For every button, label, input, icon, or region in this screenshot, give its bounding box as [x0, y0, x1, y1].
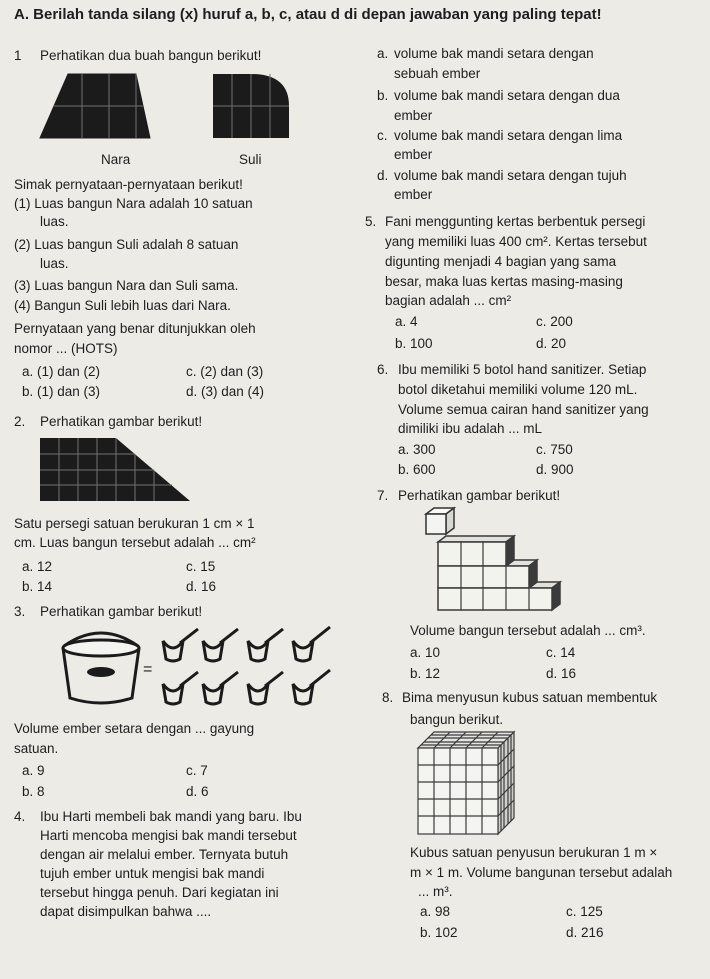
q8-line-2: bangun berikut. [410, 712, 504, 727]
q7-prompt: Perhatikan gambar berikut! [398, 488, 561, 503]
q1-statement-2-cont: luas. [40, 256, 69, 271]
q4-option-a[interactable]: volume bak mandi setara dengan [394, 46, 594, 61]
q1-option-c[interactable]: c. (2) dan (3) [186, 364, 264, 379]
q3-text-1: Volume ember setara dengan ... gayung [14, 721, 255, 736]
q1-label-nara: Nara [101, 152, 131, 167]
q2-text-1: Satu persegi satuan berukuran 1 cm × 1 [14, 516, 255, 531]
q1-option-a[interactable]: a. (1) dan (2) [22, 364, 101, 379]
q1-option-d[interactable]: d. (3) dan (4) [186, 384, 265, 399]
q3-prompt: Perhatikan gambar berikut! [40, 604, 203, 619]
q4-option-b-letter[interactable]: b. [377, 88, 389, 103]
q4-option-c-letter[interactable]: c. [377, 128, 388, 143]
q1-label-suli: Suli [239, 152, 262, 167]
q8-option-b[interactable]: b. 102 [420, 925, 458, 940]
q2-option-d[interactable]: d. 16 [186, 579, 217, 594]
q1-statement-intro: Simak pernyataan-pernyataan berikut! [14, 177, 243, 192]
q7-option-c[interactable]: c. 14 [546, 645, 576, 660]
q8-line-3: Kubus satuan penyusun berukuran 1 m × [410, 845, 658, 860]
q7-option-a[interactable]: a. 10 [410, 645, 441, 660]
q3-text-2: satuan. [14, 741, 59, 756]
q2-prompt: Perhatikan gambar berikut! [40, 414, 203, 429]
q8-number: 8. [382, 690, 394, 705]
q4-option-b-cont: ember [394, 108, 433, 123]
cube-lattice-figure [418, 732, 514, 834]
q7-option-d[interactable]: d. 16 [546, 666, 577, 681]
q6-line-1: Ibu memiliki 5 botol hand sanitizer. Setiap [398, 362, 647, 377]
q5-option-d[interactable]: d. 20 [536, 336, 567, 351]
q5-line-4: besar, maka luas kertas masing-masing [385, 274, 623, 289]
q1-statement-2: (2) Luas bangun Suli adalah 8 satuan [14, 237, 239, 252]
q6-option-c[interactable]: c. 750 [536, 442, 573, 457]
q5-option-a[interactable]: a. 4 [395, 314, 418, 329]
q1-prompt: Perhatikan dua buah bangun berikut! [40, 48, 262, 63]
q3-equals: = [143, 661, 153, 678]
q4-line-5: tersebut hingga penuh. Dari kegiatan ini [40, 885, 279, 900]
q3-number: 3. [14, 604, 26, 619]
q4-option-a-letter[interactable]: a. [377, 46, 389, 61]
q8-line-5: ... m³. [418, 884, 453, 899]
q5-line-1: Fani menggunting kertas berbentuk persegi [385, 214, 646, 229]
unit-cube-icon [420, 508, 460, 538]
q4-line-4: tujuh ember untuk mengisi bak mandi [40, 866, 265, 881]
q6-line-3: Volume semua cairan hand sanitizer yang [398, 402, 649, 417]
q8-option-d[interactable]: d. 216 [566, 925, 604, 940]
bucket-icon [58, 628, 144, 706]
q3-option-d[interactable]: d. 6 [186, 784, 209, 799]
q4-number: 4. [14, 809, 26, 824]
q4-line-3: dengan air melalui ember. Ternyata butuh [40, 847, 289, 862]
q1-number: 1 [14, 48, 22, 63]
q5-option-c[interactable]: c. 200 [536, 314, 573, 329]
q3-option-b[interactable]: b. 8 [22, 784, 45, 799]
q2-number: 2. [14, 414, 26, 429]
q5-line-5: bagian adalah ... cm² [385, 293, 512, 308]
q4-option-d-cont: ember [394, 187, 433, 202]
suli-shape [213, 74, 289, 138]
q6-option-d[interactable]: d. 900 [536, 462, 574, 477]
q2-option-c[interactable]: c. 15 [186, 559, 216, 574]
q7-option-b[interactable]: b. 12 [410, 666, 441, 681]
q1-statement-4: (4) Bangun Suli lebih luas dari Nara. [14, 298, 231, 313]
q7-number: 7. [377, 488, 389, 503]
q8-option-c[interactable]: c. 125 [566, 904, 603, 919]
q1-question: Pernyataan yang benar ditunjukkan oleh [14, 321, 256, 336]
q6-option-b[interactable]: b. 600 [398, 462, 436, 477]
q4-option-b[interactable]: volume bak mandi setara dengan dua [394, 88, 620, 103]
q1-statement-1-cont: luas. [40, 214, 69, 229]
q4-line-1: Ibu Harti membeli bak mandi yang baru. Ibu [40, 809, 302, 824]
q4-line-2: Harti mencoba mengisi bak mandi tersebut [40, 828, 297, 843]
q6-number: 6. [377, 362, 389, 377]
q1-statement-1: (1) Luas bangun Nara adalah 10 satuan [14, 196, 253, 211]
q7-question: Volume bangun tersebut adalah ... cm³. [410, 623, 646, 638]
q2-text-2: cm. Luas bangun tersebut adalah ... cm² [14, 535, 256, 550]
instruction: A. Berilah tanda silang (x) huruf a, b, c, atau d di depan jawaban yang paling tepat! [14, 6, 602, 23]
q4-line-6: dapat disimpulkan bahwa .... [40, 904, 212, 919]
q6-line-2: botol diketahui memiliki volume 120 mL. [398, 382, 638, 397]
q4-option-c-cont: ember [394, 147, 433, 162]
ladle-row-bottom [158, 668, 338, 708]
q2-option-a[interactable]: a. 12 [22, 559, 53, 574]
q4-option-d-letter[interactable]: d. [377, 168, 389, 183]
q5-line-2: yang memiliki luas 400 cm². Kertas tersebut [385, 234, 647, 249]
q4-option-c[interactable]: volume bak mandi setara dengan lima [394, 128, 623, 143]
q4-option-a-cont: sebuah ember [394, 66, 481, 81]
q2-triangle-grid [40, 438, 190, 501]
q6-option-a[interactable]: a. 300 [398, 442, 436, 457]
q2-option-b[interactable]: b. 14 [22, 579, 53, 594]
q4-option-d[interactable]: volume bak mandi setara dengan tujuh [394, 168, 627, 183]
q1-question-cont: nomor ... (HOTS) [14, 341, 118, 356]
q6-line-4: dimiliki ibu adalah ... mL [398, 421, 543, 436]
q1-option-b[interactable]: b. (1) dan (3) [22, 384, 101, 399]
q8-line-1: Bima menyusun kubus satuan membentuk [402, 690, 658, 705]
q5-line-3: digunting menjadi 4 bagian yang sama [385, 254, 617, 269]
q3-option-c[interactable]: c. 7 [186, 763, 208, 778]
q1-statement-3: (3) Luas bangun Nara dan Suli sama. [14, 278, 239, 293]
q3-option-a[interactable]: a. 9 [22, 763, 45, 778]
q5-option-b[interactable]: b. 100 [395, 336, 433, 351]
ladle-row-top [158, 625, 338, 665]
q8-line-4: m × 1 m. Volume bangunan tersebut adalah [410, 865, 673, 880]
q8-option-a[interactable]: a. 98 [420, 904, 451, 919]
q5-number: 5. [365, 214, 377, 229]
staircase-cube-figure [438, 536, 578, 610]
nara-shape [40, 74, 150, 138]
